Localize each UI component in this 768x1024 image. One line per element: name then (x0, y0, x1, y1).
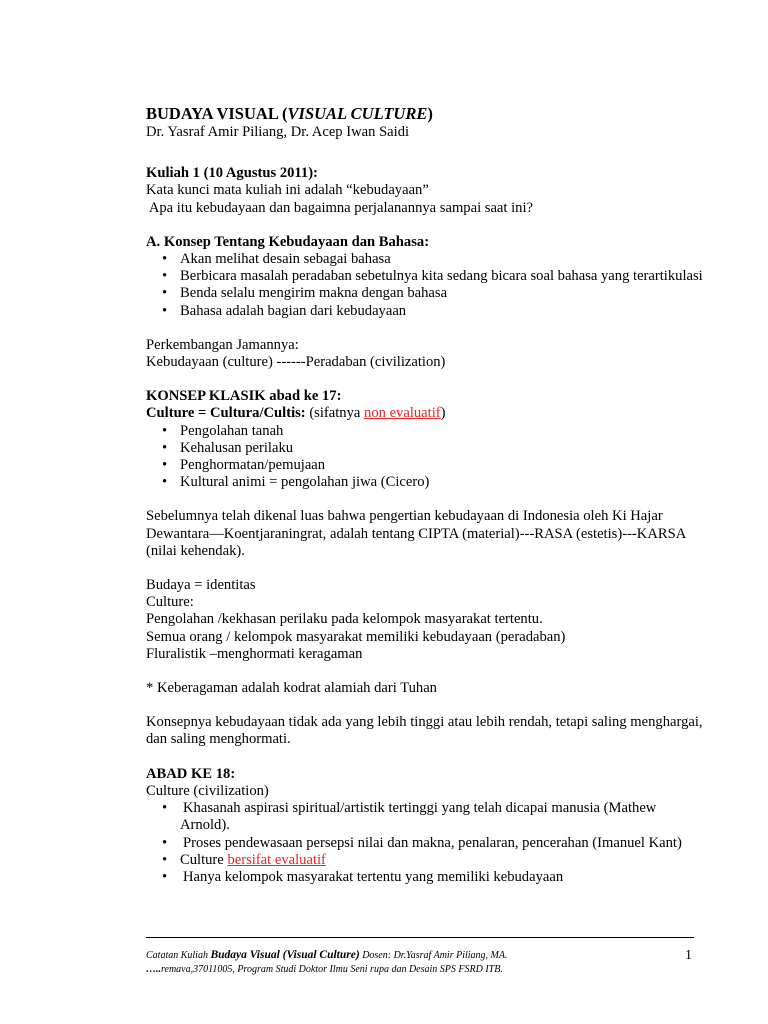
footer-program: remava,37011005, Program Studi Doktor Ilmu Seni rupa dan Desain SPS FSRD ITB. (161, 964, 503, 975)
non-evaluatif-link: non evaluatif (364, 405, 441, 422)
list-item (146, 835, 706, 852)
section-a-heading: A. Konsep Tentang Kebudayaan dan Bahasa: (146, 233, 430, 250)
list-item: • Berbicara masalah peradaban sebetulnya kita sedang bicara soal bahasa yang terartikulasi (146, 268, 706, 285)
list-item-text: Proses pendewasaan persepsi nilai dan makna, penalaran, pencerahan (Imanuel Kant) (183, 834, 682, 851)
list-item: • Bahasa adalah bagian dari kebudayaan (146, 303, 706, 320)
document-body (146, 104, 706, 886)
footer-divider (146, 937, 694, 938)
identity-line-5: Fluralistik –menghormati keragaman (146, 645, 363, 662)
classic-def-pre: (sifatnya (305, 405, 365, 422)
identity-line-1: Budaya = identitas (146, 577, 256, 594)
identity-line-4: Semua orang / kelompok masyarakat memiliki kebudayaan (peradaban) (146, 628, 566, 645)
page-footer (146, 948, 706, 977)
lecture-line-2: Apa itu kebudayaan dan bagaimna perjalanannya sampai saat ini? (146, 199, 533, 216)
classic-def-post: ) (440, 405, 446, 422)
note: * Keberagaman adalah kodrat alamiah dari Tuhan (146, 680, 437, 697)
list-item: • Kultural animi = pengolahan jiwa (Cicero) (146, 474, 706, 491)
footer-dots: ….. (146, 964, 161, 975)
list-item: • Akan melihat desain sebagai bahasa (146, 251, 706, 268)
century18-subheading: Culture (civilization) (146, 782, 269, 799)
footer-lecturer: Dosen: Dr.Yasraf Amir Piliang, MA. (359, 950, 508, 961)
identity-line-2: Culture: (146, 594, 194, 611)
list-item: • Kehalusan perilaku (146, 440, 706, 457)
authors: Dr. Yasraf Amir Piliang, Dr. Acep Iwan Saidi (146, 124, 410, 140)
list-item: • Benda selalu mengirim makna dengan bahasa (146, 285, 706, 302)
title-close: ) (427, 104, 433, 123)
classic-definition (146, 405, 706, 422)
list-item: • Penghormatan/pemujaan (146, 457, 706, 474)
footer-line-1 (146, 948, 706, 963)
list-item (146, 800, 706, 834)
page-number: 1 (685, 948, 692, 963)
list-item-text: Khasanah aspirasi spiritual/artistik tertinggi yang telah dicapai manusia (Mathew Arnold). (180, 800, 657, 834)
lecture-heading: Kuliah 1 (10 Agustus 2011): (146, 165, 318, 182)
identity-line-3: Pengolahan /kekhasan perilaku pada kelompok masyarakat tertentu. (146, 611, 543, 628)
century18-list (146, 800, 706, 886)
paragraph-konsep: Konsepnya kebudayaan tidak ada yang lebih tinggi atau lebih rendah, tetapi saling menghargai, dan saling menghormati. (146, 714, 703, 748)
footer-line-2 (146, 963, 706, 977)
lecture-line-1: Kata kunci mata kuliah ini adalah “kebudayaan” (146, 182, 429, 199)
footer-pre: Catatan Kuliah (146, 950, 211, 961)
classic-heading: KONSEP KLASIK abad ke 17: (146, 388, 342, 405)
list-item-text: Culture (180, 851, 228, 868)
development-line-1: Perkembangan Jamannya: (146, 336, 299, 353)
section-a-list (146, 251, 706, 320)
development-line-2: Kebudayaan (culture) ------Peradaban (civilization) (146, 354, 446, 371)
document-title (146, 104, 706, 124)
list-item: • Pengolahan tanah (146, 423, 706, 440)
list-item (146, 852, 706, 869)
title-main: BUDAYA VISUAL ( (146, 104, 288, 123)
list-item (146, 869, 706, 886)
paragraph-ki-hajar: Sebelumnya telah dikenal luas bahwa pengertian kebudayaan di Indonesia oleh Ki Hajar Dewantara—Koentjaraningrat, adalah tentang CIPTA (material)---RASA (estetis)---KARSA (nilai kehendak). (146, 508, 686, 559)
footer-course: Budaya Visual (Visual Culture) (210, 949, 360, 961)
title-italic: VISUAL CULTURE (287, 104, 428, 123)
bersifat-evaluatif-link: bersifat evaluatif (227, 851, 326, 868)
classic-list (146, 423, 706, 492)
classic-def-bold: Culture = Cultura/Cultis: (146, 405, 306, 422)
list-item-text: Hanya kelompok masyarakat tertentu yang memiliki kebudayaan (183, 868, 564, 885)
century18-heading: ABAD KE 18: (146, 765, 236, 782)
